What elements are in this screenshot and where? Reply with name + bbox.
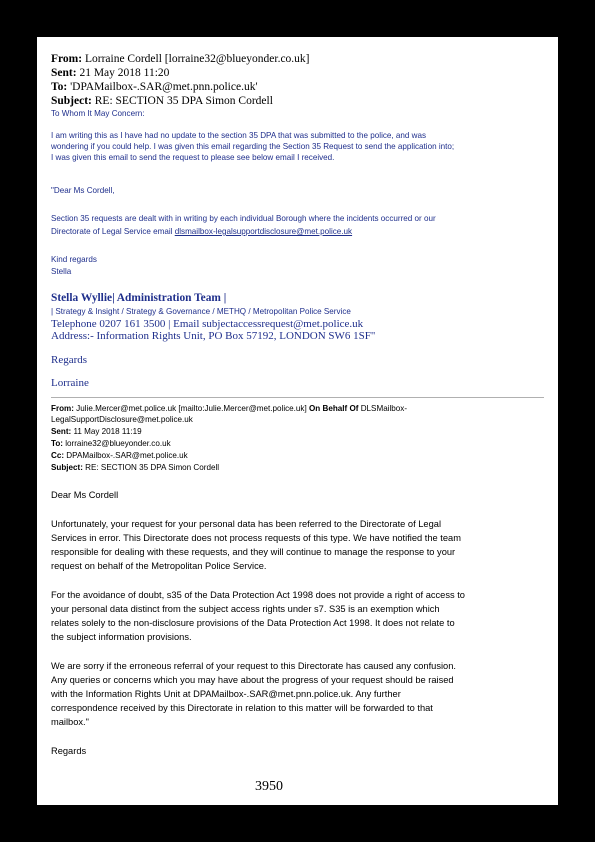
reply-line-2: wondering if you could help. I was given this email regarding the Section 35 Request to send the application into; [51, 142, 455, 151]
reply-greeting: To Whom It May Concern: [51, 109, 145, 118]
letter-p3-line-2: Any queries or concerns which you may have about the progress of your request should be raised [51, 675, 454, 685]
letter-p3-line-3: with the Information Rights Unit at DPAMailbox-.SAR@met.pnn.police.uk. Any further [51, 689, 401, 699]
signature-department: | Strategy & Insight / Strategy & Governance / METHQ / Metropolitan Police Service [51, 307, 351, 316]
signature-regards: Regards [51, 354, 88, 366]
header-subject: Subject: RE: SECTION 35 DPA Simon Cordell [51, 95, 273, 107]
letter-p2-line-3: relates solely to the non-disclosure provisions of the Data Protection Act 1998. It does not relate to [51, 618, 455, 628]
header-sent: Sent: 21 May 2018 11:20 [51, 67, 170, 79]
letter-p1-line-3: responsible for dealing with these requests, and they will continue to manage the response to your [51, 547, 456, 557]
quoted-line-1: Section 35 requests are dealt with in writing by each individual Borough where the incidents occurred or our [51, 214, 436, 223]
letter-p2-line-4: the subject information provisions. [51, 632, 192, 642]
letter-p3-line-5: mailbox." [51, 717, 89, 727]
reply-line-1: I am writing this as I have had no update to the section 35 DPA that was submitted to the police, and was [51, 131, 427, 140]
letter-p1-line-4: request on behalf of the Metropolitan Police Service. [51, 561, 267, 571]
forward-from: From: Julie.Mercer@met.police.uk [mailto:Julie.Mercer@met.police.uk] On Behalf Of DLSMailbox- [51, 404, 408, 413]
header-from: From: Lorraine Cordell [lorraine32@blueyonder.co.uk] [51, 53, 310, 65]
letter-closing: Regards [51, 746, 87, 756]
letter-p2-line-1: For the avoidance of doubt, s35 of the Data Protection Act 1998 does not provide a right of access to [51, 590, 465, 600]
quoted-kind-regards: Kind regards [51, 255, 97, 264]
header-to: To: 'DPAMailbox-.SAR@met.pnn.police.uk' [51, 81, 258, 93]
forward-to: To: lorraine32@blueyonder.co.uk [51, 439, 171, 448]
letter-p1-line-1: Unfortunately, your request for your personal data has been referred to the Directorate of Legal [51, 519, 442, 529]
quoted-salutation: "Dear Ms Cordell, [51, 186, 115, 195]
forward-from-line-2: LegalSupportDisclosure@met.police.uk [51, 415, 193, 424]
quoted-line-2: Directorate of Legal Service email dlsmailbox-legalsupportdisclosure@met.police.uk [51, 227, 353, 236]
signature-phone-email: Telephone 0207 161 3500 | Email subjectaccessrequest@met.police.uk [51, 318, 364, 330]
forward-sent: Sent: 11 May 2018 11:19 [51, 427, 142, 436]
quoted-name: Stella [51, 267, 72, 276]
letter-p1-line-2: Services in error. This Directorate does not process requests of this type. We have notified the team [51, 533, 461, 543]
signature-name-title: Stella Wyllie| Administration Team | [51, 292, 227, 304]
letter-p3-line-1: We are sorry if the erroneous referral of your request to this Directorate has caused any confusion. [51, 661, 456, 671]
page-number: 3950 [255, 779, 283, 794]
signature-address: Address:- Information Rights Unit, PO Box 57192, LONDON SW6 1SF" [51, 330, 376, 342]
letter-p3-line-4: correspondence received by this Directorate in relation to this matter will be forwarded to that [51, 703, 433, 713]
forward-subject: Subject: RE: SECTION 35 DPA Simon Cordell [51, 463, 220, 472]
reply-line-3: I was given this email to send the request to please see below email I received. [51, 153, 335, 162]
signature-sender: Lorraine [51, 377, 89, 389]
legal-disclosure-email-link[interactable]: dlsmailbox-legalsupportdisclosure@met.police.uk [174, 227, 353, 236]
forward-divider [51, 397, 544, 398]
letter-salutation: Dear Ms Cordell [51, 490, 119, 500]
letter-p2-line-2: your personal data distinct from the subject access rights under s7. S35 is an exemption which [51, 604, 440, 614]
forward-cc: Cc: DPAMailbox-.SAR@met.police.uk [51, 451, 188, 460]
